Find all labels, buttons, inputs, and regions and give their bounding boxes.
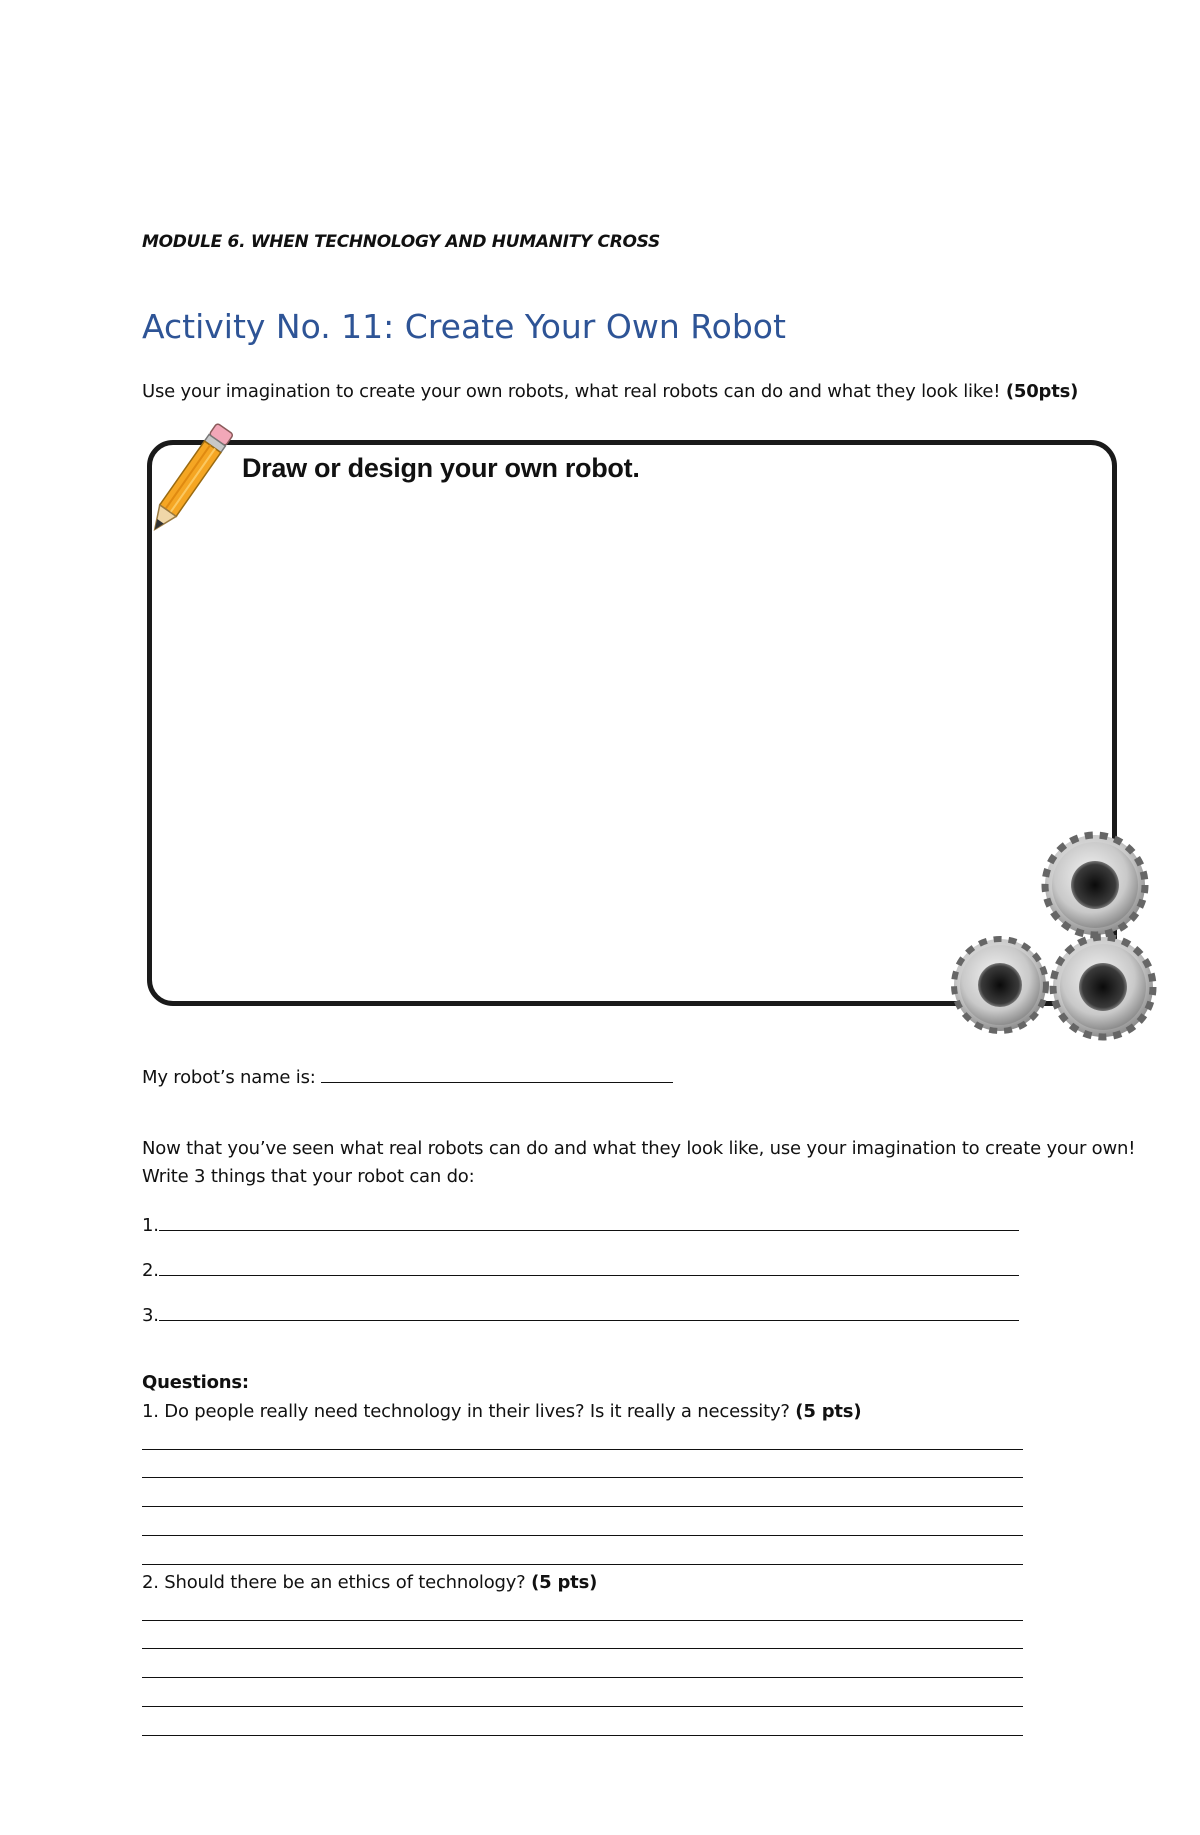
instruction-points: (50pts) bbox=[1005, 381, 1079, 402]
answer-line[interactable] bbox=[142, 1477, 1023, 1478]
answer-line[interactable] bbox=[142, 1706, 1023, 1707]
answer-line[interactable] bbox=[142, 1506, 1023, 1507]
ability-item-3 bbox=[142, 1302, 1019, 1326]
pencil-icon bbox=[138, 422, 238, 542]
question-2-text: 2. Should there be an ethics of technology? bbox=[142, 1572, 526, 1593]
answer-line[interactable] bbox=[142, 1735, 1023, 1736]
instruction-text bbox=[142, 381, 1078, 402]
question-2-points: (5 pts) bbox=[531, 1572, 598, 1593]
questions-heading: Questions: bbox=[142, 1372, 249, 1393]
question-2 bbox=[142, 1572, 597, 1593]
instruction-body: Use your imagination to create your own robots, what real robots can do and what they look like! bbox=[142, 381, 1001, 402]
drawing-box-label: Draw or design your own robot. bbox=[242, 453, 640, 483]
question-1-text: 1. Do people really need technology in their lives? Is it really a necessity? bbox=[142, 1401, 790, 1422]
robot-name-input-line[interactable] bbox=[321, 1064, 673, 1083]
answer-line[interactable] bbox=[142, 1648, 1023, 1649]
abilities-intro-line2: Write 3 things that your robot can do: bbox=[142, 1166, 475, 1187]
abilities-intro-line1: Now that you’ve seen what real robots can do and what they look like, use your imagination to create your own! bbox=[142, 1138, 1136, 1159]
ability-input-line-2[interactable] bbox=[159, 1257, 1019, 1276]
robot-name-label: My robot’s name is: bbox=[142, 1067, 316, 1088]
question-1-points: (5 pts) bbox=[795, 1401, 862, 1422]
ability-number: 2. bbox=[142, 1260, 159, 1281]
ability-input-line-1[interactable] bbox=[159, 1212, 1019, 1231]
answer-line[interactable] bbox=[142, 1535, 1023, 1536]
answer-line[interactable] bbox=[142, 1677, 1023, 1678]
module-heading: MODULE 6. WHEN TECHNOLOGY AND HUMANITY CROSS bbox=[142, 232, 660, 252]
answer-line[interactable] bbox=[142, 1449, 1023, 1450]
activity-title: Activity No. 11: Create Your Own Robot bbox=[142, 307, 786, 346]
ability-item-2 bbox=[142, 1257, 1019, 1281]
ability-number: 3. bbox=[142, 1305, 159, 1326]
answer-line[interactable] bbox=[142, 1620, 1023, 1621]
ability-item-1 bbox=[142, 1212, 1019, 1236]
answer-line[interactable] bbox=[142, 1564, 1023, 1565]
question-1 bbox=[142, 1401, 861, 1422]
robot-name-row bbox=[142, 1064, 673, 1088]
ability-number: 1. bbox=[142, 1215, 159, 1236]
gears-icon bbox=[945, 815, 1180, 1060]
ability-input-line-3[interactable] bbox=[159, 1302, 1019, 1321]
